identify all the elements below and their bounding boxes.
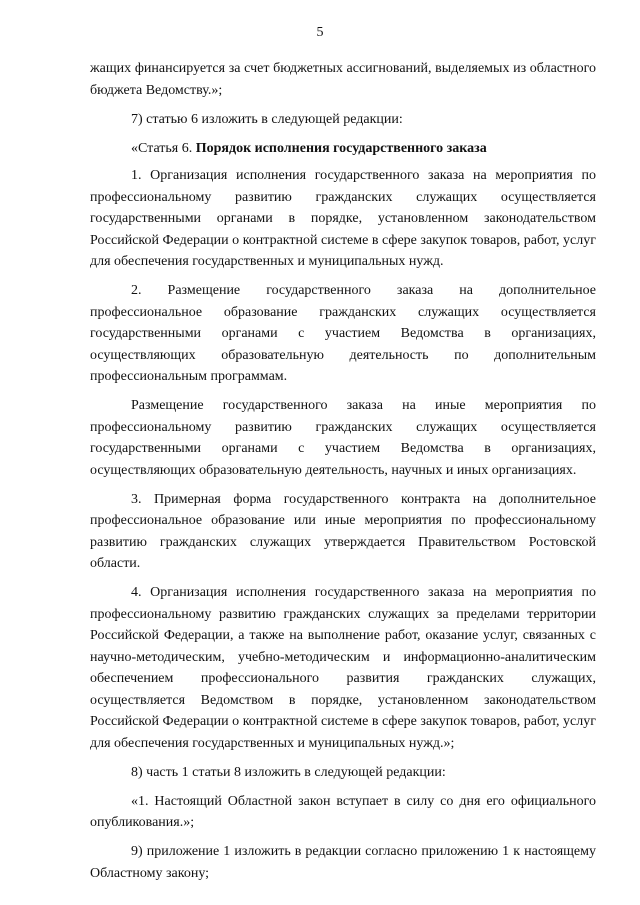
paragraph-continuation: жащих финансируется за счет бюджетных ассигнований, выделяемых из областного бюджета Ведомству.»; <box>90 61 596 98</box>
paragraph-article-part-3: 3. Примерная форма государственного контракта на дополнительное профессиональное образование или иные мероприятия по профессиональному развитию гражданских служащих утверждается Правительством Ростовской области. <box>90 491 596 571</box>
paragraph-item-8-text: «1. Настоящий Областной закон вступает в силу со дня его официального опубликования.»; <box>90 793 596 830</box>
article-title: Порядок исполнения государственного заказа <box>195 140 487 156</box>
article-prefix: «Статья 6. <box>131 140 196 156</box>
paragraph-article-part-1: 1. Организация исполнения государственного заказа на мероприятия по профессиональному развитию гражданских служащих осуществляется государственными органами в порядке, установленном законодательством Российской Федерации о контрактной системе в сфере закупок товаров, работ, услуг для обеспечения государственных и муниципальных нужд. <box>90 168 596 269</box>
paragraph-article-part-2: 2. Размещение государственного заказа на дополнительное профессиональное образование гражданских служащих осуществляется государственными органами с участием Ведомства в организациях, осуществляющих образовательную деятельность по дополнительным профессиональным программам. <box>90 283 596 384</box>
document-body <box>90 58 596 892</box>
article-heading <box>90 138 596 160</box>
paragraph-article-part-4: 4. Организация исполнения государственного заказа на мероприятия по профессиональному развитию гражданских служащих за пределами территории Российской Федерации, а также на выполнение работ, оказание услуг, связанных с научно-методическим, учебно-методическим и информационно-аналитическим обеспечением профессионального развития гражданских служащих, осуществляется Ведомством в порядке, установленном законодательством Российской Федерации о контрактной системе в сфере закупок товаров, работ, услуг для обеспечения государственных и муниципальных нужд.»; <box>90 585 596 751</box>
page-number: 5 <box>316 25 324 40</box>
paragraph-item-8: 8) часть 1 статьи 8 изложить в следующей редакции: <box>131 764 446 780</box>
paragraph-item-7: 7) статью 6 изложить в следующей редакции: <box>131 111 403 127</box>
paragraph-item-9: 9) приложение 1 изложить в редакции согласно приложению 1 к настоящему Областному закону; <box>90 844 596 881</box>
paragraph-article-part-2-second: Размещение государственного заказа на иные мероприятия по профессиональному развитию гражданских служащих осуществляется государственными органами с участием Ведомства в организациях, осуществляющих образовательную деятельность, научных и иных организациях. <box>90 398 596 478</box>
